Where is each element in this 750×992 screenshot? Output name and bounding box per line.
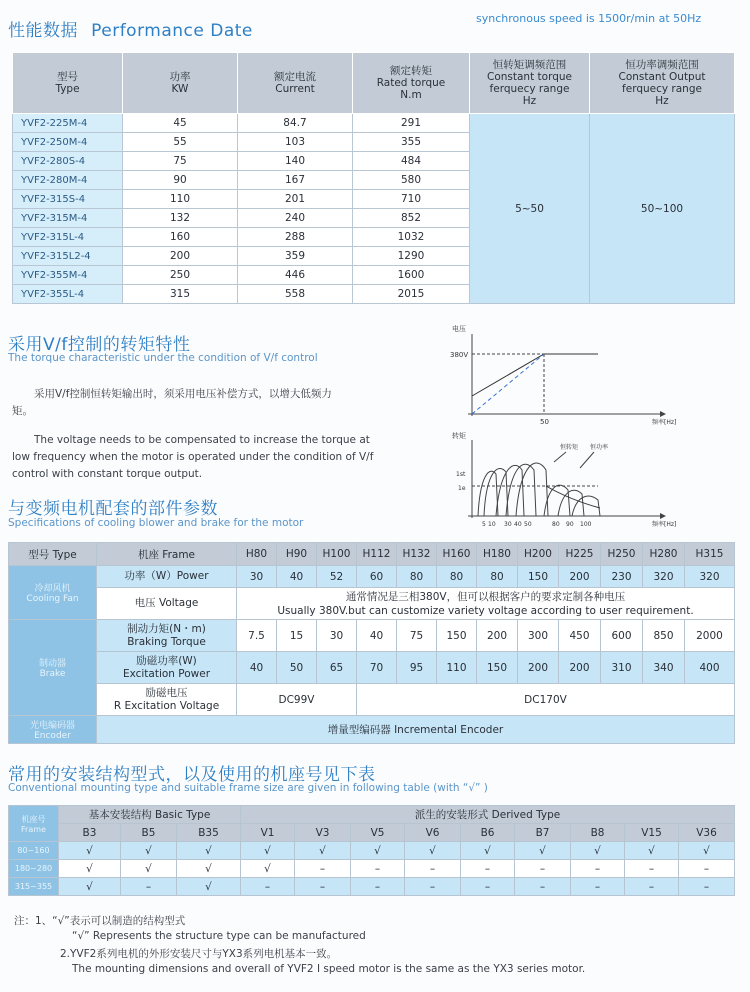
perf-value-cell: 167: [238, 171, 353, 190]
mount-type-cell: V3: [295, 824, 351, 842]
spec-frame-cell: H100: [317, 543, 357, 566]
spec-excitation-cell: 40: [237, 652, 277, 684]
mount-frame-cell: 80~160: [9, 842, 59, 860]
spec-frame-label: 机座 Frame: [97, 543, 237, 566]
mount-mark-cell: √: [571, 842, 625, 860]
voltage-curve: [472, 354, 598, 396]
footnote-2-cn: 2.YVF2系列电机的外形安装尺寸与YX3系列电机基本一致。: [60, 948, 338, 960]
mount-mark-cell: –: [461, 878, 515, 896]
vf-text-cn-line2: 矩。: [12, 405, 33, 417]
perf-header-line: 功率: [169, 71, 191, 83]
section-title-cn: 性能数据: [8, 21, 78, 41]
spec-power-cell: 60: [357, 566, 397, 588]
mount-type-cell: B35: [177, 824, 241, 842]
spec-title-en: Specifications of cooling blower and brake for the motor: [8, 517, 304, 529]
perf-value-cell: 1032: [353, 228, 470, 247]
perf-value-cell: 580: [353, 171, 470, 190]
torque-curve-100hz: [572, 496, 600, 516]
voltage-x-tick: 50: [540, 418, 549, 426]
perf-header-1: [123, 53, 238, 114]
perf-type-cell: YVF2-315S-4: [13, 190, 123, 209]
spec-frame-cell: H112: [357, 543, 397, 566]
spec-power-cell: 52: [317, 566, 357, 588]
perf-value-cell: 103: [238, 133, 353, 152]
perf-type-cell: YVF2-315M-4: [13, 209, 123, 228]
spec-power-row: [9, 566, 735, 588]
spec-voltage-text: [237, 588, 735, 620]
spec-torque-cell: 200: [477, 620, 518, 652]
torque-x-tick: 30: [504, 521, 512, 528]
spec-excitation-cell: 310: [601, 652, 643, 684]
mount-type-cell: V36: [679, 824, 735, 842]
spec-rvolt-label-line2: R Excitation Voltage: [113, 699, 220, 712]
perf-header-2: [238, 53, 353, 114]
spec-frame-cell: H160: [437, 543, 477, 566]
spec-power-cell: 320: [685, 566, 735, 588]
spec-type-header: 型号 Type: [9, 543, 97, 566]
torque-x-tick: 10: [488, 521, 496, 528]
spec-encoder-row: [9, 716, 735, 744]
perf-value-cell: 55: [123, 133, 238, 152]
spec-voltage-row: [9, 588, 735, 620]
torque-curve-5hz: [478, 471, 498, 516]
perf-value-cell: 852: [353, 209, 470, 228]
mount-title-en: Conventional mounting type and suitable frame size are given in following table (with “√” ): [8, 782, 488, 794]
spec-excitation-label-line1: 励磁功率(W): [136, 654, 197, 667]
perf-value-cell: 140: [238, 152, 353, 171]
perf-header-line: 额定转矩: [390, 65, 432, 77]
spec-excitation-row: [9, 652, 735, 684]
spec-torque-label: [97, 620, 237, 652]
mount-table: [8, 805, 735, 896]
mount-title-cn: 常用的安装结构型式，以及使用的机座号见下表: [8, 765, 376, 785]
perf-row: [13, 114, 735, 133]
perf-type-cell: YVF2-355M-4: [13, 266, 123, 285]
footnote-2-en: The mounting dimensions and overall of YVF2 I speed motor is the same as the YX3 series motor.: [72, 963, 586, 975]
voltage-ideal-line: [472, 354, 544, 414]
footnote-1-en: “√” Represents the structure type can be manufactured: [72, 930, 366, 942]
mount-type-cell: V6: [405, 824, 461, 842]
perf-value-cell: 110: [123, 190, 238, 209]
vf-text-en: [12, 432, 412, 483]
mount-mark-cell: √: [59, 860, 121, 878]
mount-mark-cell: √: [241, 860, 295, 878]
mount-mark-cell: √: [121, 860, 177, 878]
mount-frame-cell: 180~280: [9, 860, 59, 878]
sync-speed-note: synchronous speed is 1500r/min at 50Hz: [476, 12, 702, 25]
spec-frame-cell: H200: [518, 543, 559, 566]
perf-header-line: Hz: [522, 95, 537, 107]
torque-x-arrow: [660, 513, 666, 519]
spec-torque-cell: 75: [397, 620, 437, 652]
perf-header-line: Rated torque: [376, 77, 446, 89]
spec-torque-cell: 7.5: [237, 620, 277, 652]
mount-type-row: [9, 824, 735, 842]
mount-type-cell: V1: [241, 824, 295, 842]
encoder-category: 光电编码器 Encoder: [9, 716, 97, 744]
perf-header-line: 额定电流: [274, 71, 316, 83]
spec-rvolt-small: DC99V: [237, 684, 357, 716]
spec-excitation-cell: 65: [317, 652, 357, 684]
torque-x-tick: 100: [580, 521, 592, 528]
spec-excitation-cell: 150: [477, 652, 518, 684]
spec-encoder-text: 增量型编码器 Incremental Encoder: [97, 716, 735, 744]
mount-mark-cell: –: [461, 860, 515, 878]
mount-mark-cell: √: [241, 842, 295, 860]
mount-mark-cell: √: [515, 842, 571, 860]
spec-frame-cell: H90: [277, 543, 317, 566]
spec-torque-row: [9, 620, 735, 652]
perf-value-cell: 558: [238, 285, 353, 304]
spec-voltage-text-line2: Usually 380V.but can customize variety voltage according to user requirement.: [277, 604, 694, 617]
mount-frame-header: 机座号 Frame: [9, 806, 59, 842]
perf-value-cell: 84.7: [238, 114, 353, 133]
vf-text-en-line3: control with constant torque output.: [12, 468, 203, 480]
perf-value-cell: 484: [353, 152, 470, 171]
mount-mark-cell: √: [59, 878, 121, 896]
spec-voltage-text-line1: 通常情况是三相380V，但可以根据客户的要求定制各种电压: [345, 590, 626, 603]
perf-value-cell: 359: [238, 247, 353, 266]
legend-a-pointer: [554, 452, 566, 462]
mount-mark-cell: √: [121, 842, 177, 860]
mount-mark-cell: –: [351, 860, 405, 878]
vf-text-cn-line1: 采用V/f控制恒转矩输出时，须采用电压补偿方式，以增大低频力: [34, 388, 332, 400]
spec-excitation-cell: 50: [277, 652, 317, 684]
spec-torque-cell: 40: [357, 620, 397, 652]
spec-torque-cell: 850: [643, 620, 685, 652]
page-header: [8, 16, 253, 41]
perf-type-cell: YVF2-315L2-4: [13, 247, 123, 266]
spec-excitation-cell: 200: [518, 652, 559, 684]
spec-frame-cell: H250: [601, 543, 643, 566]
spec-torque-cell: 30: [317, 620, 357, 652]
perf-header-line: 型号: [57, 71, 78, 83]
spec-power-cell: 80: [397, 566, 437, 588]
torque-legend-a: 恒转矩: [560, 444, 579, 451]
torque-frequency-graph: [448, 428, 688, 532]
spec-torque-cell: 300: [518, 620, 559, 652]
torque-x-tick: 90: [566, 521, 574, 528]
spec-frame-cell: H280: [643, 543, 685, 566]
torque-x-tick: 40: [514, 521, 522, 528]
vf-text-en-line1: The voltage needs to be compensated to increase the torque at: [34, 434, 370, 446]
spec-excitation-cell: 110: [437, 652, 477, 684]
perf-value-cell: 132: [123, 209, 238, 228]
mount-mark-cell: –: [679, 878, 735, 896]
spec-excitation-label: [97, 652, 237, 684]
spec-power-cell: 200: [559, 566, 601, 588]
perf-header-line: KW: [171, 83, 189, 95]
mount-mark-cell: –: [405, 878, 461, 896]
spec-frame-cell: H315: [685, 543, 735, 566]
torque-x-tick: 5: [482, 521, 486, 528]
spec-power-cell: 80: [437, 566, 477, 588]
spec-frame-cell: H132: [397, 543, 437, 566]
mount-mark-cell: √: [679, 842, 735, 860]
spec-power-cell: 40: [277, 566, 317, 588]
perf-header-0: [13, 53, 123, 114]
torque-y-tick-1: 1st: [456, 471, 466, 478]
mount-mark-cell: √: [351, 842, 405, 860]
perf-value-cell: 288: [238, 228, 353, 247]
perf-value-cell: 710: [353, 190, 470, 209]
spec-torque-cell: 15: [277, 620, 317, 652]
legend-b-pointer: [580, 452, 594, 468]
perf-value-cell: 291: [353, 114, 470, 133]
mount-mark-cell: √: [295, 842, 351, 860]
mount-derived-header: 派生的安装形式 Derived Type: [241, 806, 735, 824]
mount-frame-cell: 315~355: [9, 878, 59, 896]
section-title-en: Performance Date: [91, 21, 253, 41]
torque-x-ticks: [482, 521, 592, 528]
spec-frame-cell: H80: [237, 543, 277, 566]
perf-value-cell: 200: [123, 247, 238, 266]
spec-power-cell: 320: [643, 566, 685, 588]
spec-torque-label-line2: Braking Torque: [127, 635, 206, 648]
mount-type-cell: B3: [59, 824, 121, 842]
perf-value-cell: 250: [123, 266, 238, 285]
perf-value-cell: 45: [123, 114, 238, 133]
perf-header-line: Hz: [655, 95, 669, 107]
spec-frame-row: [9, 543, 735, 566]
spec-power-cell: 230: [601, 566, 643, 588]
performance-table: [12, 52, 735, 304]
spec-frame-cell: H225: [559, 543, 601, 566]
perf-type-cell: YVF2-315L-4: [13, 228, 123, 247]
mount-row: [9, 860, 735, 878]
perf-value-cell: 160: [123, 228, 238, 247]
perf-value-cell: 315: [123, 285, 238, 304]
mount-mark-cell: –: [351, 878, 405, 896]
voltage-y-label: 电压: [452, 325, 466, 333]
spec-rvolt-label: [97, 684, 237, 716]
mount-mark-cell: –: [571, 878, 625, 896]
torque-curve-50hz: [516, 463, 548, 516]
mount-mark-cell: √: [405, 842, 461, 860]
mount-mark-cell: –: [405, 860, 461, 878]
spec-rvolt-row: [9, 684, 735, 716]
spec-torque-cell: 600: [601, 620, 643, 652]
mount-basic-header: 基本安装结构 Basic Type: [59, 806, 241, 824]
performance-header-row: [13, 53, 735, 114]
spec-table: [8, 542, 735, 744]
constant-torque-range: 5~50: [470, 114, 590, 304]
mount-mark-cell: √: [177, 842, 241, 860]
perf-header-line: Type: [55, 83, 80, 95]
voltage-frequency-graph: [448, 320, 688, 432]
cooling-fan-category: 冷却风机 Cooling Fan: [9, 566, 97, 620]
mount-type-cell: B8: [571, 824, 625, 842]
mount-mark-cell: √: [177, 878, 241, 896]
mount-type-cell: V5: [351, 824, 405, 842]
perf-header-4: [470, 53, 590, 114]
mount-mark-cell: –: [625, 878, 679, 896]
perf-header-line: Constant Output: [618, 71, 706, 83]
spec-excitation-cell: 340: [643, 652, 685, 684]
perf-header-line: ferquecy range: [622, 83, 702, 95]
perf-type-cell: YVF2-225M-4: [13, 114, 123, 133]
spec-excitation-cell: 200: [559, 652, 601, 684]
mount-mark-cell: √: [59, 842, 121, 860]
mount-mark-cell: √: [177, 860, 241, 878]
mount-mark-cell: –: [571, 860, 625, 878]
perf-header-line: ferquecy range: [489, 83, 570, 95]
spec-excitation-cell: 95: [397, 652, 437, 684]
voltage-y-tick: 380V: [450, 351, 469, 359]
mount-mark-cell: –: [241, 878, 295, 896]
spec-power-label: 功率（W）Power: [97, 566, 237, 588]
mount-row: [9, 842, 735, 860]
mount-mark-cell: –: [295, 878, 351, 896]
mount-group-row: [9, 806, 735, 824]
torque-y-tick-2: 1e: [458, 485, 466, 492]
spec-excitation-cell: 70: [357, 652, 397, 684]
spec-excitation-cell: 400: [685, 652, 735, 684]
perf-value-cell: 1290: [353, 247, 470, 266]
perf-header-line: N.m: [400, 89, 422, 101]
perf-value-cell: 446: [238, 266, 353, 285]
mount-mark-cell: –: [515, 860, 571, 878]
torque-curve-40hz: [506, 464, 536, 516]
mount-mark-cell: –: [679, 860, 735, 878]
spec-power-cell: 80: [477, 566, 518, 588]
torque-y-label: 转矩: [452, 432, 466, 440]
footnote-1-cn: 注：1、“√”表示可以制造的结构型式: [14, 915, 186, 927]
mount-type-cell: V15: [625, 824, 679, 842]
perf-value-cell: 240: [238, 209, 353, 228]
vf-title-en: The torque characteristic under the condition of V/f control: [8, 352, 318, 364]
spec-torque-cell: 450: [559, 620, 601, 652]
perf-header-line: Current: [275, 83, 315, 95]
torque-x-label: 频率[Hz]: [652, 521, 677, 528]
mount-type-cell: B7: [515, 824, 571, 842]
perf-value-cell: 355: [353, 133, 470, 152]
spec-rvolt-label-line1: 励磁电压: [145, 686, 188, 699]
perf-header-line: Constant torque: [487, 71, 572, 83]
torque-x-tick: 50: [524, 521, 532, 528]
voltage-x-label: 频率[Hz]: [652, 419, 677, 426]
spec-torque-cell: 2000: [685, 620, 735, 652]
vf-text-cn: [12, 386, 412, 420]
spec-power-cell: 30: [237, 566, 277, 588]
perf-value-cell: 2015: [353, 285, 470, 304]
perf-header-line: 恒转矩调频范围: [492, 59, 567, 71]
mount-mark-cell: –: [625, 860, 679, 878]
vf-title-cn: 采用V/f控制的转矩特性: [8, 335, 191, 355]
mount-row: [9, 878, 735, 896]
perf-header-5: [590, 53, 735, 114]
perf-header-3: [353, 53, 470, 114]
spec-voltage-label: 电压 Voltage: [97, 588, 237, 620]
mount-type-cell: B6: [461, 824, 515, 842]
spec-power-cell: 150: [518, 566, 559, 588]
spec-frame-cell: H180: [477, 543, 518, 566]
mount-mark-cell: √: [625, 842, 679, 860]
torque-x-tick: 80: [552, 521, 560, 528]
voltage-x-arrow: [660, 411, 666, 417]
constant-output-range: 50~100: [590, 114, 735, 304]
spec-torque-cell: 150: [437, 620, 477, 652]
mount-mark-cell: –: [515, 878, 571, 896]
mount-type-cell: B5: [121, 824, 177, 842]
perf-type-cell: YVF2-355L-4: [13, 285, 123, 304]
spec-rvolt-large: DC170V: [357, 684, 735, 716]
perf-value-cell: 201: [238, 190, 353, 209]
perf-value-cell: 90: [123, 171, 238, 190]
perf-value-cell: 75: [123, 152, 238, 171]
mount-mark-cell: √: [461, 842, 515, 860]
spec-excitation-label-line2: Excitation Power: [122, 667, 211, 680]
perf-type-cell: YVF2-280S-4: [13, 152, 123, 171]
spec-torque-label-line1: 制动力矩(N・m): [127, 622, 206, 635]
vf-text-en-line2: low frequency when the motor is operated under the condition of V/f: [12, 451, 374, 463]
spec-title-cn: 与变频电机配套的部件参数: [8, 499, 218, 519]
torque-legend-b: 恒功率: [590, 444, 609, 451]
mount-mark-cell: –: [295, 860, 351, 878]
perf-type-cell: YVF2-280M-4: [13, 171, 123, 190]
mount-mark-cell: –: [121, 878, 177, 896]
perf-value-cell: 1600: [353, 266, 470, 285]
perf-header-line: 恒功率调频范围: [625, 59, 699, 71]
brake-category: 制动器 Brake: [9, 620, 97, 716]
perf-type-cell: YVF2-250M-4: [13, 133, 123, 152]
